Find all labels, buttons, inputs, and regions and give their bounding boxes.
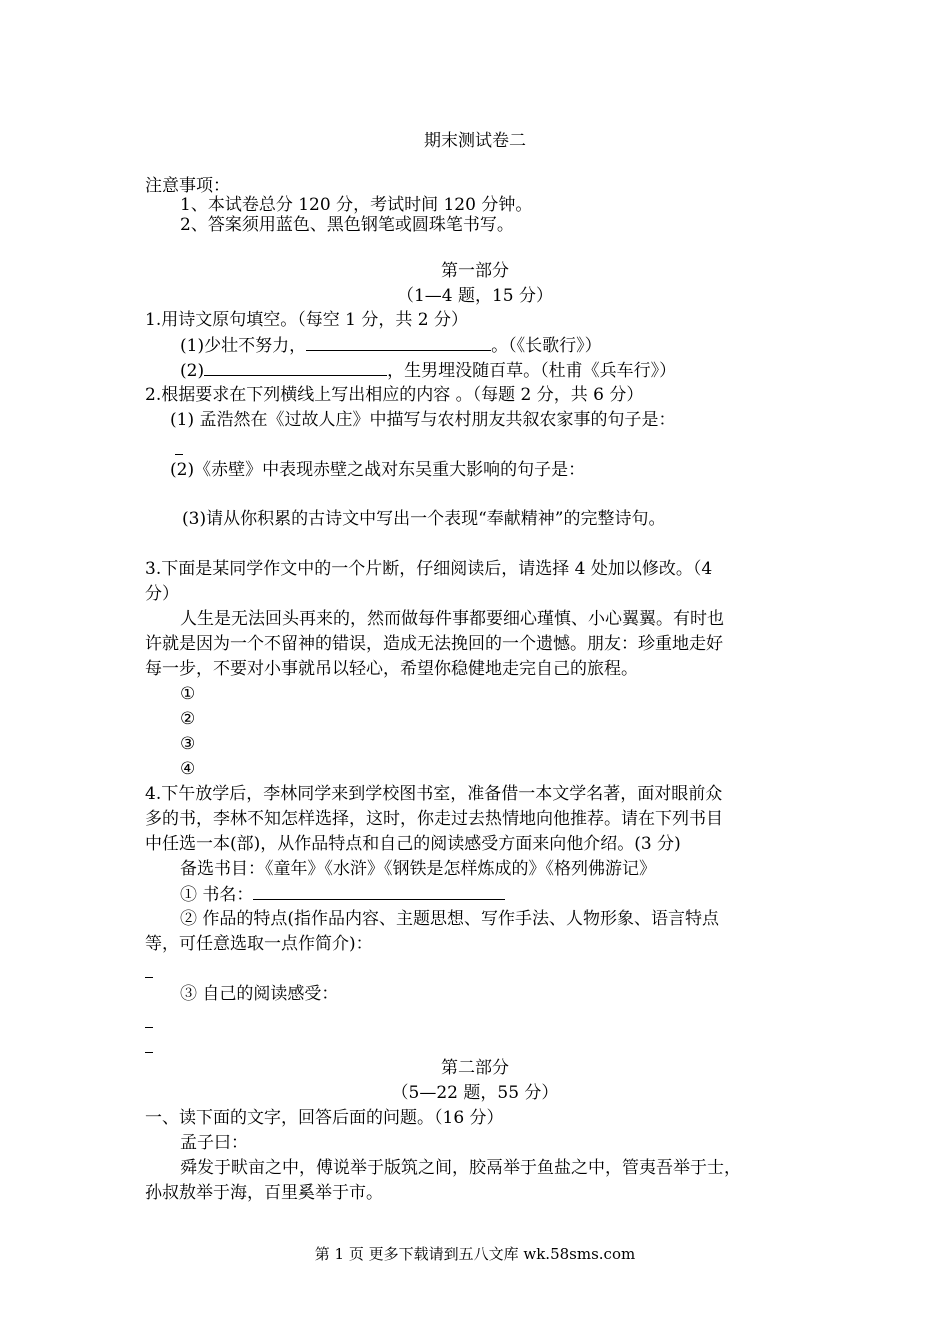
q3-passage-1: 人生是无法回头再来的，然而做每件事都要细心瑾慎、小心翼翼。有时也 (180, 609, 724, 629)
notes-item-1: 1、本试卷总分 120 分，考试时间 120 分钟。 (180, 195, 533, 215)
q3-mark-2: ② (180, 709, 196, 729)
q4-stem-2: 多的书，李林不知怎样选择，这时，你走过去热情地向他推荐。请在下列书目 (145, 809, 723, 829)
q1-a-pre: (1)少壮不努力， (180, 336, 307, 356)
q2-c: (3)请从你积累的古诗文中写出一个表现“奉献精神”的完整诗句。 (182, 509, 666, 529)
q4-item-3-answer-line-1[interactable] (145, 1010, 153, 1028)
q1-a (180, 333, 602, 357)
q1-b-pre: (2) (180, 361, 205, 381)
q4-item-3-answer-line-2[interactable] (145, 1035, 153, 1053)
q1-b-blank[interactable] (204, 358, 387, 376)
q3-mark-4: ④ (180, 759, 196, 779)
q4-item-3: ③ 自己的阅读感受： (180, 984, 339, 1004)
part2-speaker: 孟子曰： (180, 1133, 248, 1153)
q2-b: (2)《赤壁》中表现赤壁之战对东吴重大影响的句子是： (170, 460, 586, 480)
q4-books: 备选书目：《童年》《水浒》《钢铁是怎样炼成的》《格列佛游记》 (180, 859, 656, 879)
notes-heading: 注意事项： (145, 176, 230, 196)
q4-item-1-label: ① 书名： (180, 885, 254, 905)
part2-passage-2: 孙叔敖举于海，百里奚举于市。 (145, 1183, 383, 1203)
q3-passage-3: 每一步，不要对小事就吊以轻心，希望你稳健地走完自己的旅程。 (145, 659, 638, 679)
q4-stem-1: 4.下午放学后，李林同学来到学校图书室，准备借一本文学名著，面对眼前众 (145, 784, 723, 804)
q3-stem-1: 3.下面是某同学作文中的一个片断，仔细阅读后，请选择 4 处加以修改。（4 (145, 559, 713, 579)
q3-stem-2: 分） (145, 584, 179, 604)
q2-a-answer-line[interactable] (175, 437, 183, 455)
q4-book-name-blank[interactable] (253, 882, 505, 900)
q1-b (180, 358, 676, 382)
page-title: 期末测试卷二 (424, 131, 526, 151)
q3-passage-2: 许就是因为一个不留神的错误，造成无法挽回的一个遗憾。朋友：珍重地走好 (145, 634, 723, 654)
q2-stem: 2.根据要求在下列横线上写出相应的内容 。（每题 2 分，共 6 分） (145, 385, 644, 405)
q2-a: (1) 孟浩然在《过故人庄》中描写与农村朋友共叙农家事的句子是： (170, 410, 676, 430)
q1-a-blank[interactable] (306, 333, 491, 351)
part2-section-1: 一、读下面的文字，回答后面的问题。（16 分） (145, 1108, 504, 1128)
page-footer: 第 1 页 更多下载请到五八文库 wk.58sms.com (314, 1245, 636, 1263)
q1-stem: 1.用诗文原句填空。（每空 1 分，共 2 分） (145, 310, 468, 330)
q1-b-post: ，生男埋没随百草。（杜甫《兵车行》） (387, 361, 677, 381)
q4-item-2-answer-line[interactable] (145, 960, 153, 978)
q4-stem-3: 中任选一本(部)，从作品特点和自己的阅读感受方面来向他介绍。(3 分) (145, 834, 681, 854)
q3-mark-1: ① (180, 684, 196, 704)
part2-title: 第二部分 (441, 1058, 509, 1078)
part1-title: 第一部分 (441, 261, 509, 281)
q4-item-2-line-2: 等，可任意选取一点作简介)： (145, 934, 373, 954)
q1-a-post: 。（《长歌行》） (491, 336, 602, 356)
part2-range: （5—22 题，55 分） (391, 1083, 559, 1103)
q3-mark-3: ③ (180, 734, 196, 754)
q4-item-2-line-1: ② 作品的特点(指作品内容、主题思想、写作手法、人物形象、语言特点 (180, 909, 720, 929)
q4-item-1 (180, 882, 505, 906)
part2-passage-1: 舜发于畎亩之中，傅说举于版筑之间，胶鬲举于鱼盐之中，管夷吾举于士， (180, 1158, 741, 1178)
part1-range: （1—4 题，15 分） (396, 286, 554, 306)
notes-item-2: 2、答案须用蓝色、黑色钢笔或圆珠笔书写。 (180, 215, 514, 235)
